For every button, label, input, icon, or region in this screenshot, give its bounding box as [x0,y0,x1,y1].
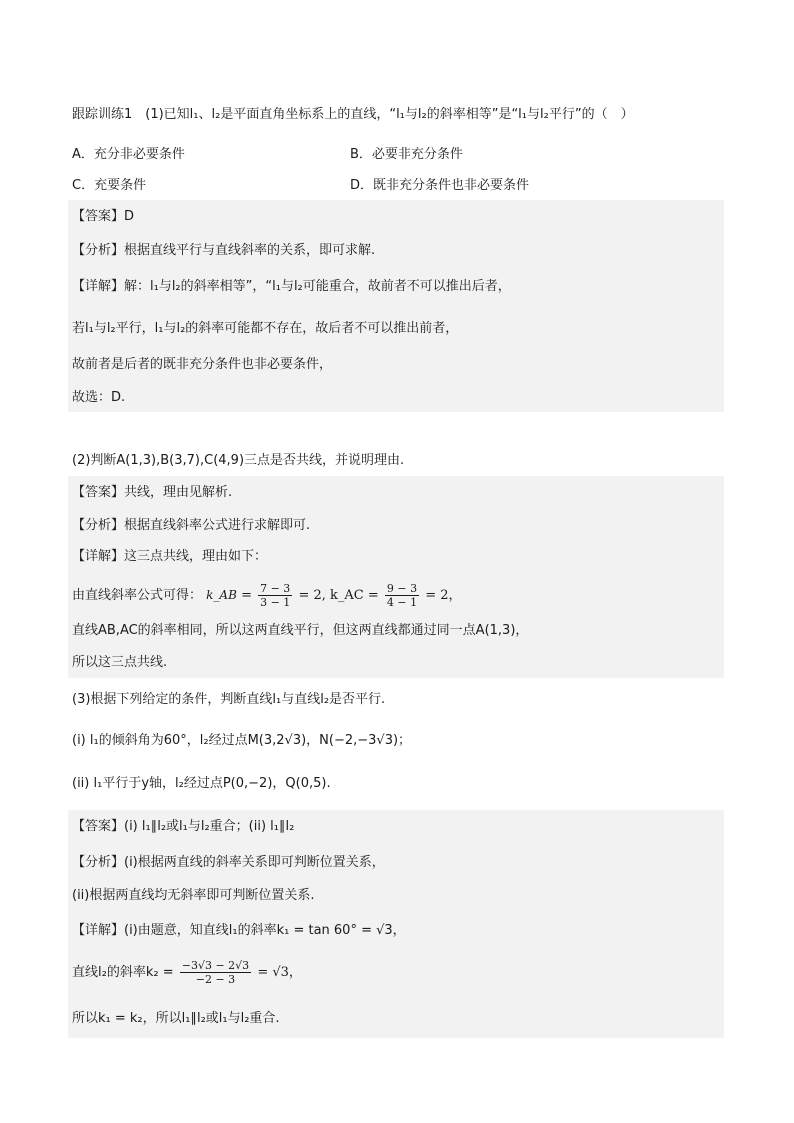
q1-solution-block [68,200,724,412]
q3-condition-i: (i) l₁的倾斜角为60°，l₂经过点M(3,2√3)，N(−2,−3√3)； [72,733,412,748]
q1-stem: 跟踪训练1 (1)已知l₁、l₂是平面直角坐标系上的直线，“l₁与l₂的斜率相等”是“l₁与l₂平行”的（ ） [72,107,634,122]
q1-detail-line-1: 【详解】解：l₁与l₂的斜率相等”，“l₁与l₂可能重合，故前者不可以推出后者， [72,279,511,294]
q2-detail-line-4: 所以这三点共线. [72,655,168,670]
q1-option-d: D．既非充分条件也非必要条件 [350,178,530,193]
q1-analysis: 【分析】根据直线平行与直线斜率的关系，即可求解. [72,243,376,258]
q1-answer: 【答案】D [72,209,135,224]
q3-detail-line-3: 所以k₁ = k₂，所以l₁∥l₂或l₁与l₂重合. [72,1011,280,1026]
q2-k-ab-symbol: k_AB [206,588,237,602]
q1-detail-line-2: 若l₁与l₂平行，l₁与l₂的斜率可能都不存在，故后者不可以推出前者， [72,321,459,336]
q3-detail-line-2 [72,958,302,988]
q2-fraction-ac-numerator: 9 − 3 [386,582,418,595]
q3-stem: (3)根据下列给定的条件，判断直线l₁与直线l₂是否平行. [72,692,386,707]
q2-answer: 【答案】共线，理由见解析. [72,485,233,500]
q3-condition-ii: (ii) l₁平行于y轴，l₂经过点P(0,−2)，Q(0,5). [72,776,331,791]
q3-answer: 【答案】(i) l₁∥l₂或l₁与l₂重合；(ii) l₁∥l₂ [72,819,295,834]
q2-detail-line-2: 由直线斜率公式可得： k_AB = $\frac{7 - 3}{3 - 1}$ = 2, k_AC = $\frac{9 - 3}{4 - 1}$ = 2， [72,582,462,609]
q1-option-c: C．充要条件 [72,178,147,193]
q1-option-b: B．必要非充分条件 [350,147,463,162]
q3-fraction [180,959,251,986]
q3-fraction-denominator: −2 − 3 [195,973,236,986]
q2-stem: (2)判断A(1,3),B(3,7),C(4,9)三点是否共线，并说明理由. [72,453,405,468]
q3-formula-prefix: 直线l₂的斜率k₂ = [72,965,174,980]
q2-analysis: 【分析】根据直线斜率公式进行求解即可. [72,518,311,533]
q2-detail-line-3: 直线AB,AC的斜率相同，所以这两直线平行，但这两直线都通过同一点A(1,3)， [72,623,529,638]
q2-fraction-ab [258,582,292,609]
q2-detail-line-1: 【详解】这三点共线，理由如下： [72,549,268,564]
q2-formula-mid: = 2, k_AC = [298,588,379,603]
q2-formula-prefix: 由直线斜率公式可得： [72,588,203,603]
q3-fraction-numerator: −3√3 − 2√3 [181,959,250,972]
q3-analysis-line-1: 【分析】(i)根据两直线的斜率关系即可判断位置关系， [72,855,385,870]
q3-analysis-line-2: (ii)根据两直线均无斜率即可判断位置关系. [72,888,315,903]
q2-fraction-ab-denominator: 3 − 1 [260,596,291,609]
q2-solution-block [68,476,724,678]
q1-detail-line-4: 故选：D. [72,390,126,405]
q2-fraction-ac [385,582,419,609]
q2-formula-tail: = 2， [425,588,462,603]
q1-detail-line-3: 故前者是后者的既非充分条件也非必要条件， [72,357,333,372]
q1-option-a: A．充分非必要条件 [72,147,185,162]
q3-formula-tail: = √3， [257,965,302,980]
q3-detail-line-1: 【详解】(i)由题意，知直线l₁的斜率k₁ = tan 60° = √3， [72,923,406,938]
q2-fraction-ab-numerator: 7 − 3 [260,582,291,595]
q2-fraction-ac-denominator: 4 − 1 [386,596,418,609]
